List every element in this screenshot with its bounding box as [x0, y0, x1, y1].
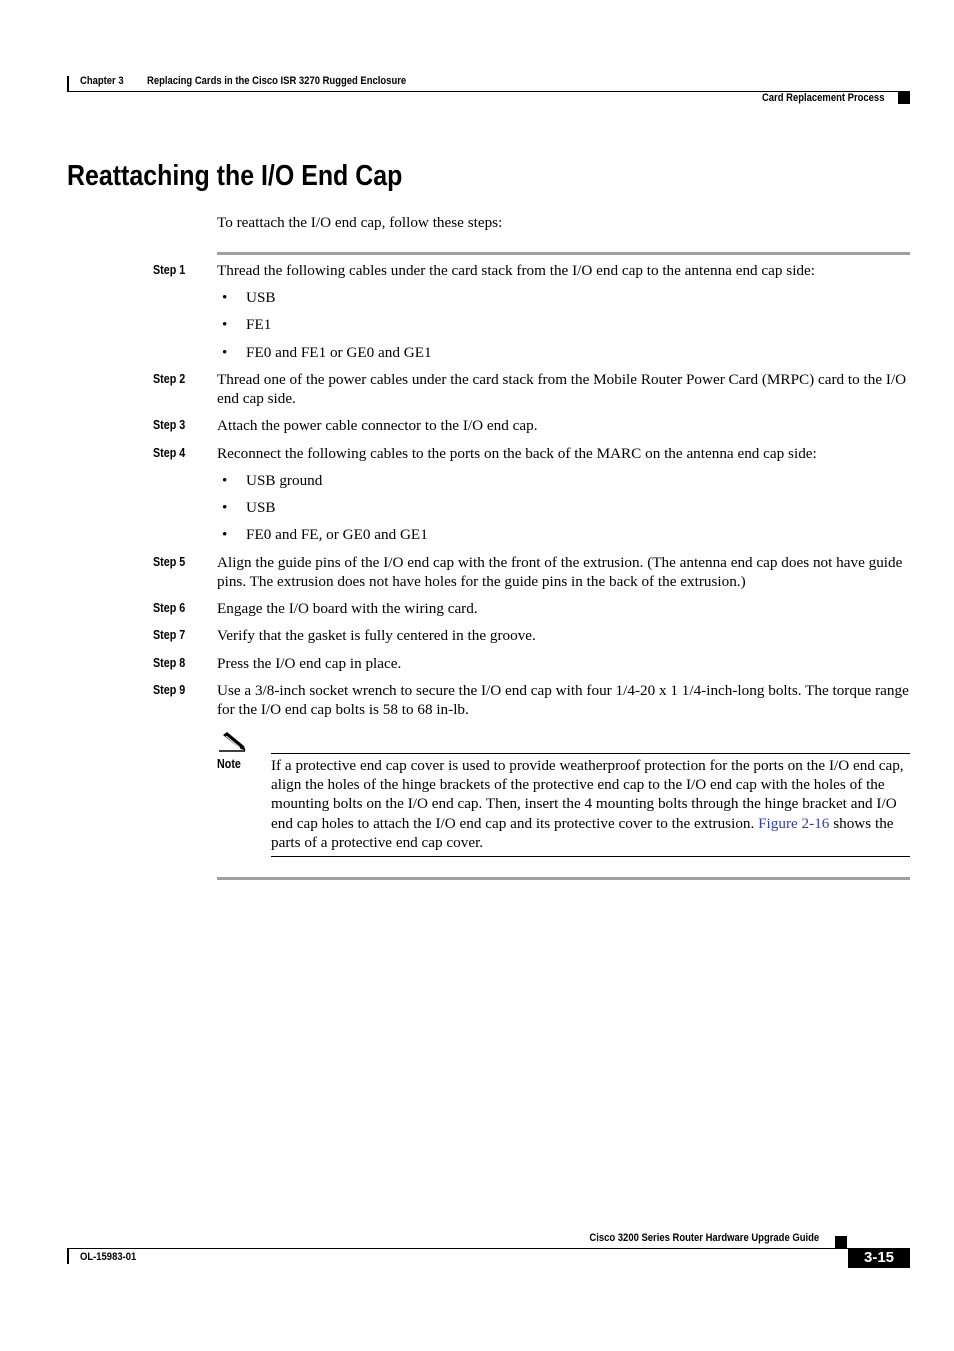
- step-text: Engage the I/O board with the wiring card.: [217, 600, 478, 617]
- footer-left-bar: [67, 1248, 69, 1264]
- step-text: Press the I/O end cap in place.: [217, 655, 402, 672]
- steps-top-rule: [217, 252, 910, 255]
- bullet-item: FE0 and FE1 or GE0 and GE1: [246, 344, 432, 361]
- step-label: Step 9: [153, 683, 186, 697]
- bullet-item: USB: [246, 499, 276, 516]
- intro-text: To reattach the I/O end cap, follow these steps:: [217, 214, 503, 231]
- step-text: Verify that the gasket is fully centered in the groove.: [217, 627, 536, 644]
- step-label: Step 4: [153, 446, 186, 460]
- bullet-item: FE0 and FE, or GE0 and GE1: [246, 526, 428, 543]
- note-bottom-rule: [271, 856, 910, 857]
- steps-bottom-rule: [217, 877, 910, 880]
- bullet-item: USB ground: [246, 472, 323, 489]
- note-text-after: shows the parts of a protective end cap cover.: [271, 814, 894, 851]
- page-title: Reattaching the I/O End Cap: [67, 160, 403, 192]
- bullet-marker: •: [222, 344, 228, 361]
- step-label: Step 5: [153, 555, 186, 569]
- pencil-note-icon: [219, 731, 247, 753]
- footer-guide-title: Cisco 3200 Series Router Hardware Upgrade Guide: [589, 1232, 819, 1244]
- step-text: Attach the power cable connector to the I/O end cap.: [217, 417, 538, 434]
- bullet-marker: •: [222, 289, 228, 306]
- figure-link[interactable]: Figure 2-16: [758, 814, 830, 832]
- step-label: Step 8: [153, 656, 186, 670]
- step-text: Reconnect the following cables to the ports on the back of the MARC on the antenna end cap side:: [217, 445, 817, 462]
- bullet-marker: •: [222, 472, 228, 489]
- bullet-item: USB: [246, 289, 276, 306]
- note-text-before: If a protective end cap cover is used to provide weatherproof protection for the ports on the I/O end cap, align the holes of the hinge brackets of the protective end cap to the I/O end cap with the holes of the mounting bolts on the I/O end cap. Then, insert the 4 mounting bolts through the hinge bracket and I/O end cap holes to attach the I/O end cap and its protective cover to the extrusion.: [271, 757, 904, 832]
- step-text: Use a 3/8-inch socket wrench to secure the I/O end cap with four 1/4-20 x 1 1/4-inch-long bolts. The torque range for the I/O end cap bolts is 58 to 68 in-lb.: [217, 682, 909, 719]
- footer-marker: [835, 1236, 847, 1248]
- step-label: Step 2: [153, 372, 186, 386]
- header-marker: [898, 92, 910, 104]
- bullet-marker: •: [222, 526, 228, 543]
- header-chapter: Chapter 3: [80, 75, 124, 87]
- step-text: Thread the following cables under the card stack from the I/O end cap to the antenna end cap side:: [217, 262, 815, 279]
- header-section: Card Replacement Process: [761, 92, 884, 104]
- step-text: Thread one of the power cables under the card stack from the Mobile Router Power Card (MRPC) card to the I/O end cap side.: [217, 371, 907, 408]
- header-left-bar: [67, 76, 69, 92]
- footer-doc-number: OL-15983-01: [80, 1251, 137, 1263]
- header-chapter-title: Replacing Cards in the Cisco ISR 3270 Rugged Enclosure: [147, 75, 407, 87]
- bullet-marker: •: [222, 499, 228, 516]
- note-top-rule: [271, 753, 910, 754]
- step-label: Step 6: [153, 601, 186, 615]
- note-label: Note: [217, 757, 241, 771]
- step-label: Step 7: [153, 628, 186, 642]
- note-body: [271, 756, 910, 852]
- step-label: Step 1: [153, 263, 186, 277]
- page-number: 3-15: [848, 1248, 910, 1268]
- step-label: Step 3: [153, 418, 186, 432]
- bullet-item: FE1: [246, 316, 272, 333]
- bullet-marker: •: [222, 316, 228, 333]
- step-text: Align the guide pins of the I/O end cap with the front of the extrusion. (The antenna end cap does not have guide pins. The extrusion does not have holes for the guide pins in the back of the extrusion.): [217, 554, 903, 591]
- footer-rule: [67, 1248, 910, 1249]
